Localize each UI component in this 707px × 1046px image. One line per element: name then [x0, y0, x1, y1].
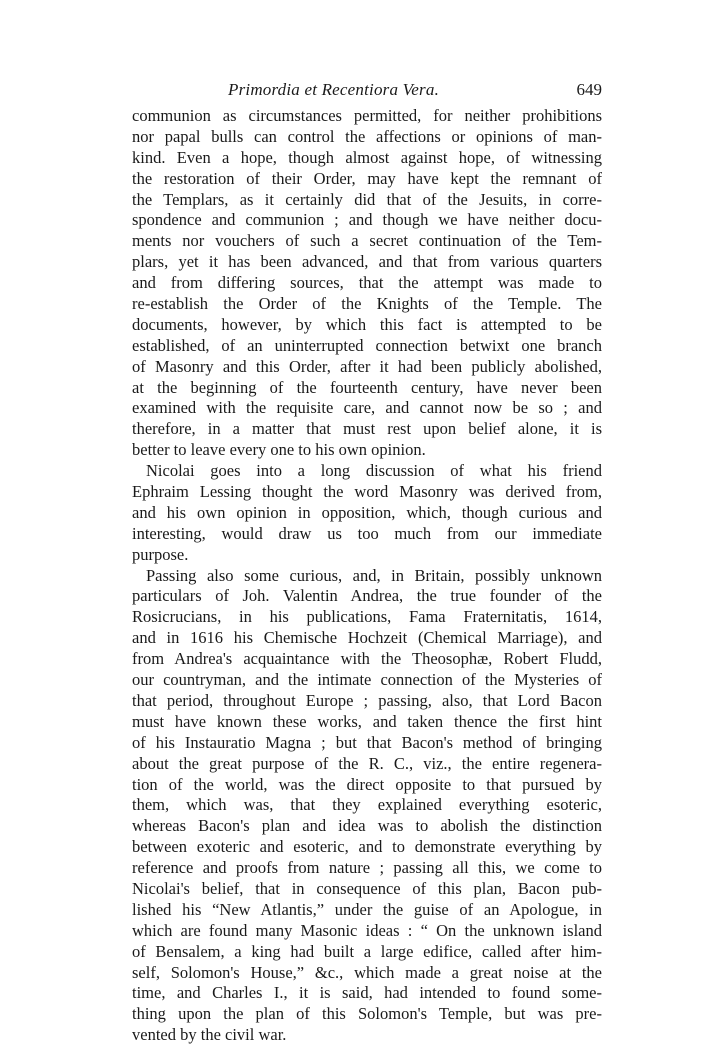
text-line: that period, throughout Europe ; passing, also, that Lord Bacon	[132, 690, 602, 710]
text-line: purpose.	[132, 544, 189, 564]
text-line: Rosicrucians, in his publications, Fama Fraternitatis, 1614,	[132, 607, 602, 627]
text-line: Nicolai's belief, that in consequence of this plan, Bacon pub-	[132, 878, 602, 898]
text-line: about the great purpose of the R. C., viz., the entire regenera-	[132, 753, 602, 773]
page-header	[132, 76, 602, 106]
text-line: which are found many Masonic ideas : “ On the unknown island	[132, 920, 602, 940]
text-line: nor papal bulls can control the affections or opinions of man-	[132, 126, 602, 146]
text-line: kind. Even a hope, though almost against hope, of witnessing	[132, 147, 602, 167]
text-line: established, of an uninterrupted connection betwixt one branch	[132, 335, 602, 355]
text-line: examined with the requisite care, and cannot now be so ; and	[132, 398, 602, 418]
text-line: the Templars, as it certainly did that of the Jesuits, in corre-	[132, 189, 602, 209]
text-line: reference and proofs from nature ; passing all this, we come to	[132, 858, 602, 878]
text-line: must have known these works, and taken thence the first hint	[132, 711, 602, 731]
text-line: lished his “New Atlantis,” under the guise of an Apologue, in	[132, 899, 602, 919]
text-line: Passing also some curious, and, in Britain, possibly unknown	[146, 565, 602, 585]
text-line: from Andrea's acquaintance with the Theosophæ, Robert Fludd,	[132, 649, 602, 669]
text-line: of his Instauratio Magna ; but that Bacon's method of bringing	[132, 732, 602, 752]
book-page	[132, 76, 602, 1046]
text-line: documents, however, by which this fact is attempted to be	[132, 314, 602, 334]
text-line: tion of the world, was the direct opposite to that pursued by	[132, 774, 602, 794]
text-line: time, and Charles I., it is said, had intended to found some-	[132, 983, 602, 1003]
running-title: Primordia et Recentiora Vera.	[228, 80, 440, 99]
text-line: re-establish the Order of the Knights of the Temple. The	[132, 294, 602, 314]
text-line: thing upon the plan of this Solomon's Temple, but was pre-	[132, 1004, 602, 1024]
text-line: communion as circumstances permitted, for neither prohibitions	[132, 106, 602, 125]
text-line: interesting, would draw us too much from our immediate	[132, 523, 602, 543]
text-line: between exoteric and esoteric, and to demonstrate everything by	[132, 837, 602, 857]
text-line: and his own opinion in opposition, which, though curious and	[132, 502, 602, 522]
text-line: and from differing sources, that the attempt was made to	[132, 273, 602, 293]
text-line: Ephraim Lessing thought the word Masonry was derived from,	[132, 482, 602, 502]
text-line: Nicolai goes into a long discussion of what his friend	[146, 461, 602, 481]
text-line: and in 1616 his Chemische Hochzeit (Chemical Marriage), and	[132, 628, 602, 648]
text-line: our countryman, and the intimate connection of the Mysteries of	[132, 670, 602, 690]
text-line: better to leave every one to his own opinion.	[132, 440, 426, 460]
text-line: the restoration of their Order, may have kept the remnant of	[132, 168, 602, 188]
text-line: of Bensalem, a king had built a large edifice, called after him-	[132, 941, 602, 961]
text-line: whereas Bacon's plan and idea was to abolish the distinction	[132, 816, 602, 836]
text-line: plars, yet it has been advanced, and that from various quarters	[132, 252, 602, 272]
page-number: 649	[576, 80, 602, 99]
text-line: particulars of Joh. Valentin Andrea, the true founder of the	[132, 586, 602, 606]
text-line: vented by the civil war.	[132, 1025, 287, 1045]
text-line: therefore, in a matter that must rest upon belief alone, it is	[132, 419, 602, 439]
text-line: them, which was, that they explained everything esoteric,	[132, 795, 602, 815]
text-line: ments nor vouchers of such a secret continuation of the Tem-	[132, 231, 602, 251]
text-line: of Masonry and this Order, after it had been publicly abolished,	[132, 356, 602, 376]
text-line: at the beginning of the fourteenth century, have never been	[132, 377, 602, 397]
text-line: spondence and communion ; and though we have neither docu-	[132, 210, 602, 230]
text-line: self, Solomon's House,” &c., which made a great noise at the	[132, 962, 602, 982]
body-text	[132, 106, 602, 1046]
